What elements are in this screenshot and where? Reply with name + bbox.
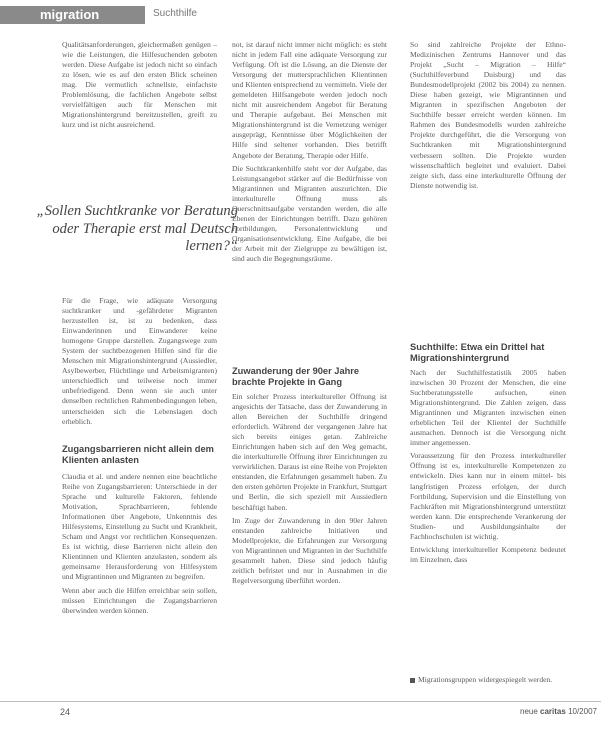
paragraph: So sind zahlreiche Projekte der Ethno-Medizinischen Zentrums Hannover und das Projekt „Sucht – Migration – Hilfe“ (Suchthilfeverbund Duisburg) und das Bundesmodellprojekt (2002 bis 2004) zu nennen. Diese haben gezeigt, wie Migrantinnen und Migranten in spezifischen Angeboten der Suchthilfe besser erreicht werden können. Im Rahmen des Bundesmodells wurden zahlreiche Projekte durchgeführt, die die Versorgung von Suchtkranken mit Migrationshintergrund verbessern sollten. Die Projekte wurden wissenschaftlich begleitet und evaluiert. Dabei zeigte sich, dass eine interkulturelle Öffnung der Dienste notwendig ist.: [410, 40, 566, 190]
paragraph: Die Suchtkrankenhilfe steht vor der Aufgabe, das Leistungsangebot stärker auf die Bedürfnisse von Migrantinnen und Migranten auszurichten. Die interkulturelle Öffnung muss als Querschnittsaufgabe verstanden werden, die alle Ebenen der Einrichtungen betrifft. Dazu gehören Fortbildungen, Personalentwicklung und Organisationsentwicklung. Eine Aufgabe, die bei der Arbeit mit der Zielgruppe zu bewältigen ist, sind auch die Begegnungsräume.: [232, 163, 387, 263]
column-1-lower: [62, 472, 217, 619]
bullet-text: Migrationsgruppen widergespiegelt werden.: [418, 675, 553, 684]
subheading: Zugangsbarrieren nicht allein dem Klienten anlasten: [62, 444, 214, 465]
paragraph: Qualitätsanforderungen, gleichermaßen genügen – wie die Leistungen, die Hilfesuchenden geboten werden. Diese Aufgabe ist jedoch nicht so einfach zu lösen, wie es auf den ersten Blick scheinen mag. Die vermutlich schnellste, einfachste Problemlösung, die fachlichen Angebote selbst vervielfältigen auch für Menschen mit Migrationshintergrund bereitzustellen, greift zu kurz und ist nicht ausreichend.: [62, 40, 217, 130]
column-2-lower: [232, 392, 387, 589]
magazine-prefix: neue: [520, 707, 538, 716]
paragraph: Claudia et al. und andere nennen eine beachtliche Reihe von Zugangsbarrieren: Unterschiede in der Sprache und kulturelle Faktoren, fehlende Motivation, Sprachbarrieren, fehlende Informationen über Angebote, Unkenntnis des Hilfesystems, Einstellung zu Sucht und Krankheit, Scham und Angst vor rechtlichen Konsequenzen. Es ist wichtig, diese Barrieren nicht allein den Klientinnen und Klienten anzulasten, sondern als gemeinsame Herausforderung von Hilfesystem und Migrantinnen und Migranten zu begreifen.: [62, 472, 217, 582]
pull-quote: „Sollen Suchtkranke vor Beratung oder Therapie erst mal Deutsch lernen?“: [36, 203, 238, 254]
page-header: [0, 0, 601, 26]
paragraph: Nach der Suchthilfestatistik 2005 haben inzwischen 30 Prozent der Menschen, die eine Suchtberatungsstelle aufsuchen, einen Migrationshintergrund. Die Zahlen zeigen, dass Migrantinnen und Migranten inzwischen einen erheblichen Teil der Klientel der Suchthilfe ausmachen. Dennoch ist die Versorgung nicht immer angemessen.: [410, 368, 566, 448]
paragraph: not, ist darauf nicht immer nicht möglich: es steht nicht in jedem Fall eine adäquate Versorgung zur Verfügung. Oft ist die Lösung, an die Dienste der Versorgung der muttersprachlichen Klientinnen und Klienten entsprechend zu vermitteln. Viele der gemeldeten Hilfsangebote werden jedoch noch nicht mit ausreichendem Angebot für Beratung und Therapie aufgebaut. Bei Menschen mit Migrationshintergrund ist die Vernetzung weniger ausgeprägt, Kenntnisse über Möglichkeiten der Hilfe sind seltener vorhanden. Dies betrifft Angebote der Beratung, Therapie oder Hilfe.: [232, 40, 387, 160]
column-1-continued: [62, 296, 217, 430]
section-title: Suchthilfe: [153, 8, 197, 19]
footer-divider: [0, 701, 601, 702]
page-number: 24: [60, 707, 71, 717]
section-tag: migration: [0, 6, 145, 24]
paragraph: Entwicklung interkultureller Kompetenz bedeutet im Einzelnen, dass: [410, 544, 566, 564]
subheading: Suchthilfe: Etwa ein Drittel hat Migrationshintergrund: [410, 342, 545, 363]
paragraph: Für die Frage, wie adäquate Versorgung suchtkranker und -gefährdeter Migranten herzustellen ist, ist zu bedenken, dass Einwanderinnen und Einwanderer keine homogene Gruppe darstellen. Zugangswege zum System der suchtbezogenen Hilfen sind für die Menschen mit Migrationshintergrund (Aussiedler, Asylbewerber, Flüchtlinge und Arbeitsmigranten) unterschiedlich und teilweise noch immer unbefriedigend. Denn wenn sie auch unter denselben rechtlichen Rahmenbedingungen leben, unterscheiden sich die Lebenslagen doch erheblich.: [62, 296, 217, 426]
column-3: [410, 40, 566, 194]
paragraph: Ein solcher Prozess interkultureller Öffnung ist angesichts der Tatsache, dass der Zuwanderung in allen Bereichen der Suchthilfe dringend erforderlich. Während der vergangenen Jahre hat sich bereits einiges getan. Zahlreiche Einrichtungen haben sich auf den Weg gemacht, die interkulturelle Öffnung ihrer Einrichtungen zu verwirklichen. Daraus ist eine Reihe von Projekten entstanden, die Erfahrungen gesammelt haben. Zu den ersten gehörten Projekte in Frankfurt, Stuttgart und Berlin, die sich speziell mit Aussiedlern beschäftigt haben.: [232, 392, 388, 512]
issue: 10/2007: [568, 707, 597, 716]
bullet-square-icon: [410, 678, 415, 683]
magazine-name: caritas: [540, 707, 566, 716]
column-3-lower: [410, 368, 566, 568]
paragraph: Im Zuge der Zuwanderung in den 90er Jahren entstanden zahlreiche Initiativen und Modellprojekte, die Erfahrungen zur Versorgung von Migrantinnen und Migranten in der Suchthilfe gesammelt haben. Diese sind jedoch häufig zeitlich befristet und nur in Ausnahmen in die Regelversorgung überführt worden.: [232, 515, 387, 585]
column-1: [62, 40, 217, 133]
paragraph: Wenn aber auch die Hilfen erreichbar sein sollen, müssen Einrichtungen die Zugangsbarrieren überwinden werden können.: [62, 585, 217, 615]
bullet-item: [410, 675, 566, 685]
magazine-footer: [520, 707, 597, 716]
subheading: Zuwanderung der 90er Jahre brachte Projekte in Gang: [232, 366, 360, 387]
paragraph: Voraussetzung für den Prozess interkultureller Öffnung ist es, interkulturelle Kompetenzen zu entwickeln. Dies kann nur in einem mittel- bis langfristigen Prozess erfolgen, der durch Fortbildung, Supervision und die Einstellung von Fachkräften mit Migrationshintergrund unterstützt werden kann. Die entsprechende Verankerung der Studien- und Ausbildungsinhalte der Fachhochschulen ist wichtig.: [410, 451, 566, 541]
column-2: [232, 40, 387, 267]
